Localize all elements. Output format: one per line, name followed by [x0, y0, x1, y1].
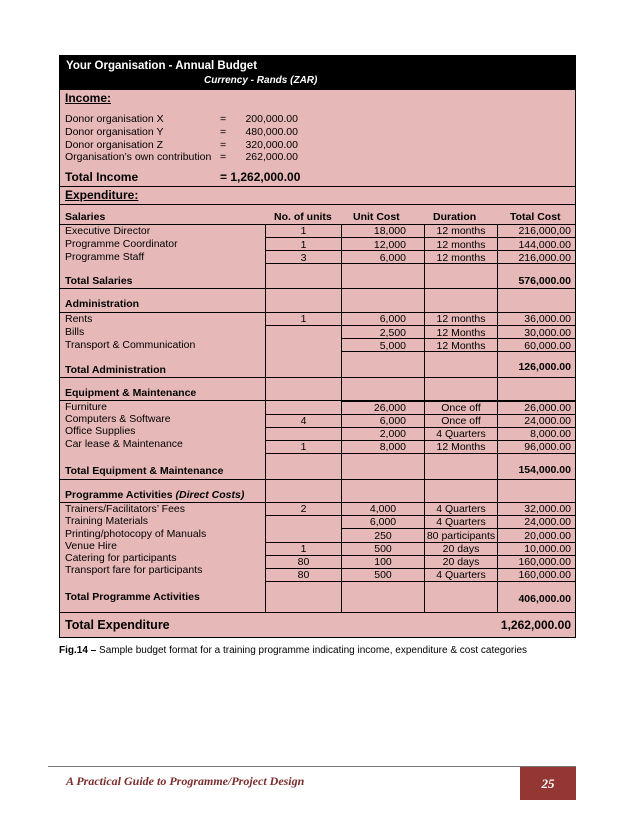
salary-item: Executive Director: [65, 225, 151, 237]
income-amount: 262,000.00: [245, 151, 298, 164]
cell: [497, 237, 576, 251]
duration: 4 Quarters: [436, 569, 486, 582]
admin-items: [65, 313, 195, 351]
duration: 12 months: [436, 313, 486, 325]
income-heading: Income:: [65, 91, 112, 105]
total-cost: 24,000.00: [524, 415, 571, 427]
cell: [341, 250, 425, 264]
admin-durations: [424, 313, 498, 354]
duration: 20 days: [442, 542, 480, 555]
equipment-item: Car lease & Maintenance: [65, 437, 183, 450]
unit-cost: 500: [374, 542, 392, 555]
programme-unit-costs: [341, 503, 425, 583]
total-salaries-label: Total Salaries: [65, 275, 133, 287]
cell: [424, 237, 498, 251]
total-programme-value: 406,000.00: [518, 593, 571, 605]
unit-cost: 2,000: [379, 428, 406, 440]
column-header-unit-cost: Unit Cost: [353, 211, 400, 223]
cell: [497, 224, 576, 238]
total-cost: 32,000.00: [524, 503, 571, 515]
equipment-item: Office Supplies: [65, 425, 136, 438]
divider: [59, 479, 576, 480]
duration: 12 months: [436, 225, 486, 237]
income-eq: =: [220, 138, 227, 151]
total-expenditure-value: 1,262,000.00: [500, 618, 571, 632]
unit-value: 1: [300, 313, 307, 325]
divider: [59, 377, 576, 378]
total-cost: 216,000.00: [518, 252, 571, 264]
unit-cost: 100: [374, 556, 392, 569]
programme-heading: [65, 489, 244, 501]
income-eq: =: [220, 113, 227, 125]
divider: [59, 186, 576, 187]
total-cost: 160,000.00: [518, 569, 571, 582]
income-amount: 200,000.00: [245, 113, 298, 125]
divider: [59, 288, 576, 289]
income-amounts: [239, 113, 298, 164]
programme-items: [65, 503, 206, 577]
total-cost: 10,000.00: [524, 542, 571, 555]
unit-cost: 6,000: [379, 415, 406, 427]
cell: [341, 237, 425, 251]
programme-durations: [424, 503, 498, 583]
salary-units: [265, 225, 342, 266]
equipment-item: Computers & Software: [65, 413, 171, 426]
total-income-label: Total Income: [65, 170, 139, 184]
total-cost: 20,000.00: [524, 529, 571, 542]
total-cost: 30,000.00: [524, 326, 571, 339]
total-expenditure-label: Total Expenditure: [65, 618, 170, 632]
admin-item: Transport & Communication: [65, 338, 196, 351]
income-labels: [65, 113, 211, 164]
unit-value: 3: [300, 252, 307, 264]
unit-value: 4: [300, 415, 307, 427]
income-label: Organisation’s own contribution: [65, 151, 212, 164]
unit-cost: 18,000: [373, 225, 406, 237]
income-label: Donor organisation Z: [65, 138, 164, 151]
caption-label: Fig.14 –: [59, 645, 97, 656]
equipment-item: Furniture: [65, 401, 108, 413]
cell: [424, 224, 498, 238]
duration: 4 Quarters: [436, 503, 486, 515]
programme-item: Catering for participants: [65, 552, 177, 565]
duration: Once off: [441, 415, 481, 427]
equipment-heading: Equipment & Maintenance: [65, 387, 197, 399]
unit-value: 1: [300, 225, 307, 237]
unit-cost: 500: [374, 569, 392, 582]
caption-text: Sample budget format for a training programme indicating income, expenditure & cost categories: [96, 645, 528, 656]
income-label: Donor organisation X: [65, 113, 164, 125]
unit-cost: 2,500: [379, 326, 406, 339]
divider: [59, 204, 576, 205]
budget-table: [59, 55, 576, 638]
unit-value: 2: [300, 503, 307, 515]
cell: [424, 250, 498, 264]
duration: Once off: [441, 402, 481, 414]
duration: 12 Months: [436, 340, 486, 352]
unit-cost: 12,000: [373, 238, 406, 251]
income-eq: =: [220, 125, 227, 138]
salary-items: [65, 225, 178, 263]
admin-units: [265, 313, 342, 326]
total-cost: 216,000,00: [518, 225, 571, 237]
figure-caption: [59, 645, 527, 656]
unit-cost: 6,000: [379, 313, 406, 325]
column-header-total-cost: Total Cost: [510, 211, 561, 223]
programme-heading-em: (Direct Costs): [175, 489, 245, 501]
total-cost: 36,000.00: [524, 313, 571, 325]
programme-item: Training Materials: [65, 515, 149, 528]
expenditure-heading: Expenditure:: [65, 188, 139, 202]
budget-header: [59, 55, 576, 89]
programme-item: Trainers/Facilitators’ Fees: [65, 503, 186, 515]
footer-title: A Practical Guide to Programme/Project Design: [66, 774, 305, 788]
duration: 12 months: [436, 238, 486, 251]
equipment-items: [65, 401, 183, 450]
equipment-totals: [499, 402, 571, 454]
total-salaries-value: 576,000.00: [518, 275, 571, 287]
salary-item: Programme Coordinator: [65, 237, 178, 250]
income-amount: 480,000.00: [245, 125, 298, 138]
income-amount: 320,000.00: [245, 138, 298, 151]
duration: 20 days: [442, 556, 480, 569]
duration: 12 Months: [436, 326, 486, 339]
total-cost: 60,000.00: [524, 340, 571, 352]
budget-title: Your Organisation - Annual Budget: [66, 60, 258, 72]
programme-item: Printing/photocopy of Manuals: [65, 527, 207, 540]
income-eq: =: [220, 151, 227, 164]
currency-line: Currency - Rands (ZAR): [204, 75, 318, 86]
programme-item: Transport fare for participants: [65, 564, 203, 577]
footer-rule: [48, 766, 576, 767]
admin-item: Rents: [65, 313, 93, 325]
programme-totals: [499, 503, 571, 583]
unit-cost: 250: [374, 529, 392, 542]
total-cost: 8,000.00: [530, 428, 571, 440]
unit-cost: 4,000: [369, 503, 397, 515]
unit-value: 1: [300, 543, 307, 555]
total-cost: 26,000.00: [524, 402, 571, 414]
unit-value: 1: [300, 441, 307, 453]
page-number: 25: [520, 767, 576, 800]
total-cost: 144,000.00: [518, 238, 571, 251]
total-administration-value: 126,000.00: [518, 361, 571, 373]
unit-value: 80: [297, 569, 310, 581]
cell: [497, 250, 576, 264]
income-label: Donor organisation Y: [65, 125, 164, 138]
admin-item: Bills: [65, 325, 85, 338]
admin-unit-costs: [350, 313, 406, 354]
unit-cost: 6,000: [369, 516, 397, 529]
income-equals: [220, 113, 226, 164]
total-cost: 24,000.00: [524, 516, 571, 529]
duration: 4 Quarters: [436, 428, 486, 440]
total-cost: 160,000.00: [518, 556, 571, 569]
column-header-units: No. of units: [274, 211, 332, 223]
unit-cost: 26,000: [373, 402, 406, 414]
unit-cost: 5,000: [379, 340, 406, 352]
programme-heading-text: Programme Activities: [65, 489, 176, 501]
divider: [59, 612, 576, 613]
duration: 4 Quarters: [436, 516, 486, 529]
admin-totals: [499, 313, 571, 354]
column-header-duration: Duration: [433, 211, 477, 223]
column-header-salaries: Salaries: [65, 211, 106, 223]
unit-cost: 6,000: [379, 252, 406, 264]
administration-heading: Administration: [65, 298, 140, 310]
unit-value: 80: [297, 556, 310, 568]
duration: 12 months: [436, 252, 486, 264]
unit-cost: 8,000: [379, 441, 406, 453]
total-income-value: = 1,262,000.00: [220, 170, 301, 184]
duration: 80 participants: [426, 529, 496, 542]
salary-item: Programme Staff: [65, 250, 145, 263]
equipment-durations: [424, 402, 498, 454]
duration: 12 Months: [436, 441, 486, 453]
total-administration-label: Total Administration: [65, 364, 166, 376]
total-equipment-label: Total Equipment & Maintenance: [65, 465, 224, 477]
equipment-unit-costs: [350, 402, 406, 454]
cell: [341, 224, 425, 238]
total-cost: 96,000.00: [524, 441, 571, 453]
unit-value: 1: [300, 238, 307, 251]
total-equipment-value: 154,000.00: [518, 464, 571, 476]
programme-item: Venue Hire: [65, 539, 117, 552]
total-programme-label: Total Programme Activities: [65, 591, 200, 603]
